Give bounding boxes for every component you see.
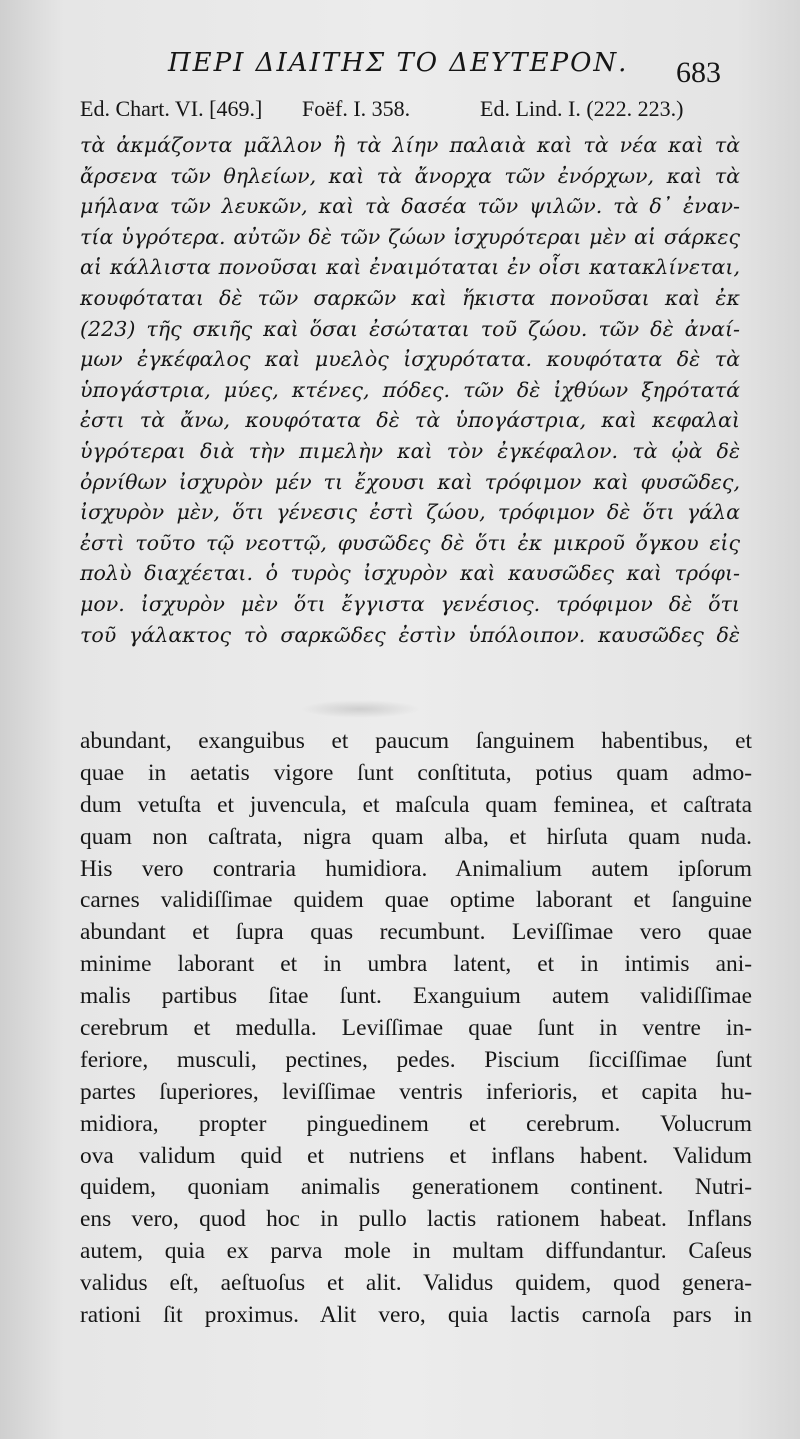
greek-line: ἐστι τὰ ἄνω, κουφότατα δὲ τὰ ὑπογάστρια, καὶ κεφαλαὶ xyxy=(80,408,740,433)
latin-line: abundant et ſupra quas recumbunt. Leviſſimae vero quae xyxy=(80,919,752,946)
greek-line: τοῦ γάλακτος τὸ σαρκῶδες ἐστὶν ὑπόλοιπον. καυσῶδες δὲ xyxy=(80,622,740,647)
greek-line: τὰ ἀκμάζοντα μᾶλλον ἢ τὰ λίην παλαιὰ καὶ τὰ νέα καὶ τὰ xyxy=(80,133,740,157)
latin-line: cerebrum et medulla. Leviſſimae quae ſunt in ventre in- xyxy=(80,1015,752,1042)
running-title: ΠΕΡΙ ΔΙΑΙΤΗΣ ΤΟ ΔΕΥΤΕΡΟΝ. xyxy=(168,48,629,78)
edition-chartier: Ed. Chart. VI. [469.] xyxy=(80,96,263,121)
latin-line: midiora, propter pinguedinem et cerebrum. Volucrum xyxy=(80,1110,752,1137)
greek-line: ἐστὶ τοῦτο τῷ νεοττῷ, φυσῶδες δὲ ὅτι ἐκ μικροῦ ὄγκου εἰς xyxy=(80,530,740,555)
latin-line: quam non caſtrata, nigra quam alba, et hirſuta quam nuda. xyxy=(80,823,752,850)
greek-line: πολὺ διαχέεται. ὁ τυρὸς ἰσχυρὸν καὶ καυσῶδες καὶ τρόφι- xyxy=(80,561,740,586)
greek-line: κουφόταται δὲ τῶν σαρκῶν καὶ ἥκιστα πονοῦσαι καὶ ἐκ xyxy=(80,285,740,310)
latin-line: carnes validiſſimae quidem quae optime laborant et ſanguine xyxy=(80,887,752,914)
latin-line: malis partibus ſitae ſunt. Exanguium autem validiſſimae xyxy=(80,983,752,1010)
greek-line: ἄρσενα τῶν θηλείων, καὶ τὰ ἄνορχα τῶν ἐνόρχων, καὶ τὰ xyxy=(80,163,740,188)
greek-line: μήλανα τῶν λευκῶν, καὶ τὰ δασέα τῶν ψιλῶν. τὰ δ᾽ ἐναν- xyxy=(80,194,740,219)
greek-line: ὑγρότεραι διὰ τὴν πιμελὴν καὶ τὸν ἐγκέφαλον. τὰ ᾠὰ δὲ xyxy=(80,438,740,463)
edition-foesius: Foëf. I. 358. xyxy=(302,96,411,121)
running-head xyxy=(0,42,800,89)
latin-line: abundant, exanguibus et paucum ſanguinem habentibus, et xyxy=(80,728,752,754)
greek-text xyxy=(80,130,740,650)
greek-line: (223) τῆς σκιῆς καὶ ὅσαι ἐσώταται τοῦ ζώου. τῶν δὲ ἀναί- xyxy=(80,316,740,341)
greek-line: ἰσχυρὸν μὲν, ὅτι γένεσις ἐστὶ ζώου, τρόφιμον δὲ ὅτι γάλα xyxy=(80,500,740,525)
ink-bleed-through xyxy=(300,700,420,718)
latin-line: dum vetuſta et juvencula, et maſcula quam feminea, et caſtrata xyxy=(80,791,752,818)
greek-line: μων ἐγκέφαλος καὶ μυελὸς ἰσχυρότατα. κουφότατα δὲ τὰ xyxy=(80,347,740,372)
latin-line: quae in aetatis vigore ſunt conſtituta, potius quam admo- xyxy=(80,759,752,786)
edition-references xyxy=(80,96,760,126)
latin-line: autem, quia ex parva mole in multam diffundantur. Caſeus xyxy=(80,1238,752,1265)
latin-line: validus eſt, aeſtuoſus et alit. Validus quidem, quod genera- xyxy=(80,1270,752,1297)
greek-line: τία ὑγρότερα. αὐτῶν δὲ τῶν ζώων ἰσχυρότεραι μὲν αἱ σάρκες xyxy=(80,224,740,249)
latin-line: ens vero, quod hoc in pullo lactis rationem habeat. Inflans xyxy=(80,1206,752,1233)
edition-lindenius: Ed. Lind. I. (222. 223.) xyxy=(480,96,684,121)
latin-line: minime laborant et in umbra latent, et in intimis ani- xyxy=(80,951,752,978)
latin-line: His vero contraria humidiora. Animalium autem ipſorum xyxy=(80,855,752,882)
latin-line: partes ſuperiores, leviſſimae ventris inferioris, et capita hu- xyxy=(80,1078,752,1105)
greek-line: ὀρνίθων ἰσχυρὸν μέν τι ἔχουσι καὶ τρόφιμον καὶ φυσῶδες, xyxy=(80,469,740,494)
greek-line: μον. ἰσχυρὸν μὲν ὅτι ἔγγιστα γενέσιος. τρόφιμον δὲ ὅτι xyxy=(80,591,740,616)
greek-line: αἱ κάλλιστα πονοῦσαι καὶ ἐναιμόταται ἐν οἷσι κατακλίνεται, xyxy=(80,255,740,280)
latin-text xyxy=(80,726,752,1332)
latin-line: quidem, quoniam animalis generationem continent. Nutri- xyxy=(80,1174,752,1201)
greek-line: ὑπογάστρια, μύες, κτένες, πόδες. τῶν δὲ ἰχθύων ξηρότατά xyxy=(80,377,740,402)
latin-line: rationi ſit proximus. Alit vero, quia lactis carnoſa pars in xyxy=(80,1302,752,1329)
latin-line: ova validum quid et nutriens et inflans habent. Validum xyxy=(80,1142,752,1169)
page-number: 683 xyxy=(676,56,721,89)
latin-line: feriore, musculi, pectines, pedes. Piscium ſicciſſimae ſunt xyxy=(80,1046,752,1073)
